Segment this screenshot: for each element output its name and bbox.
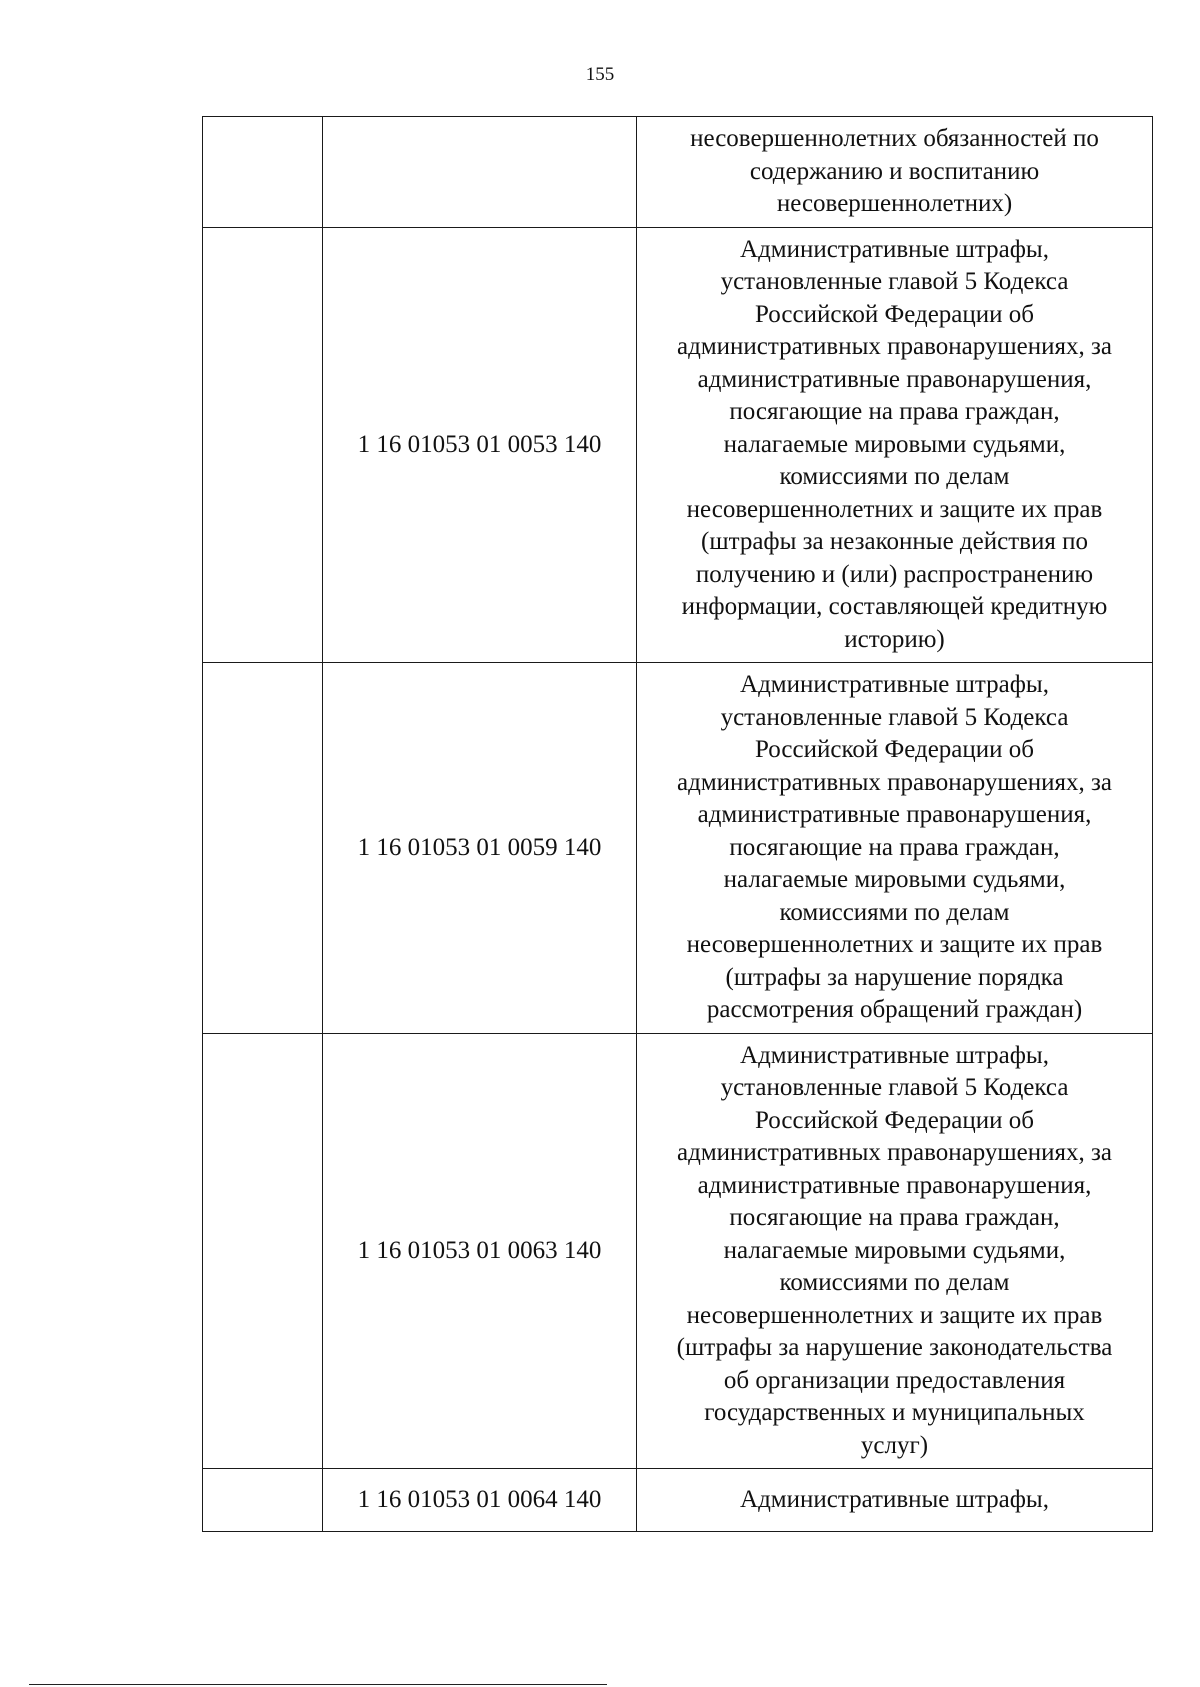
table-row: [203, 1469, 1153, 1532]
description-line: Административные штрафы,: [740, 671, 1049, 698]
footnote-separator: [29, 1684, 607, 1685]
description-cell: [637, 1469, 1153, 1532]
row-number-cell: [203, 117, 323, 228]
description-line: административные правонарушения,: [697, 365, 1092, 393]
description-line: несовершеннолетних и защите их прав: [686, 1301, 1103, 1329]
description-line: установленные главой 5 Кодекса: [720, 1074, 1069, 1101]
description-line: Российской Федерации об: [755, 736, 1034, 763]
description-line: несовершеннолетних обязанностей по: [690, 125, 1099, 152]
description-line: несовершеннолетних): [776, 190, 1013, 217]
description-line: посягающие на права граждан,: [729, 398, 1060, 425]
row-number-cell: [203, 227, 323, 663]
description-line: содержанию и воспитанию: [749, 157, 1040, 185]
description-line: историю): [844, 625, 945, 653]
description-line: Административные штрафы,: [740, 1041, 1049, 1069]
description-line: Российской Федерации об: [755, 300, 1034, 328]
description-line: административные правонарушения,: [697, 801, 1092, 828]
description-line: налагаемые мировыми судьями,: [723, 866, 1066, 893]
table-row: [203, 227, 1153, 663]
description-cell: [637, 117, 1153, 228]
classification-code-cell: 1 16 01053 01 0059 140: [323, 663, 637, 1034]
description-line: Административные штрафы,: [740, 1485, 1049, 1513]
description-line: Административные штрафы,: [740, 235, 1049, 263]
description-line: административные правонарушения,: [697, 1171, 1092, 1199]
budget-classification-table: [202, 116, 1153, 1532]
description-line: административных правонарушениях, за: [677, 1139, 1112, 1166]
description-cell: [637, 227, 1153, 663]
table-row: [203, 1033, 1153, 1469]
row-number-cell: [203, 663, 323, 1034]
description-line: несовершеннолетних и защите их прав: [686, 495, 1103, 523]
description-line: посягающие на права граждан,: [729, 833, 1060, 861]
page-number: 155: [585, 64, 615, 85]
description-line: несовершеннолетних и защите их прав: [686, 931, 1103, 958]
description-line: информации, составляющей кредитную: [681, 593, 1108, 620]
description-line: Российской Федерации об: [755, 1106, 1034, 1134]
description-line: государственных и муниципальных: [704, 1399, 1085, 1426]
description-line: административных правонарушениях, за: [677, 768, 1112, 796]
description-line: установленные главой 5 Кодекса: [720, 703, 1069, 731]
description-cell: [637, 1033, 1153, 1469]
description-line: рассмотрения обращений граждан): [706, 996, 1083, 1023]
classification-code-cell: 1 16 01053 01 0063 140: [323, 1033, 637, 1469]
classification-code-cell: 1 16 01053 01 0064 140: [323, 1469, 637, 1532]
description-line: комиссиями по делам: [779, 1269, 1010, 1296]
classification-code-cell: [323, 117, 637, 228]
row-number-cell: [203, 1469, 323, 1532]
description-cell: [637, 663, 1153, 1034]
description-line: административных правонарушениях, за: [677, 333, 1112, 360]
table-row: [203, 663, 1153, 1034]
description-line: налагаемые мировыми судьями,: [723, 430, 1066, 458]
description-line: получению и (или) распространению: [695, 560, 1094, 588]
description-line: установленные главой 5 Кодекса: [720, 268, 1069, 295]
classification-code-cell: 1 16 01053 01 0053 140: [323, 227, 637, 663]
description-line: об организации предоставления: [723, 1366, 1066, 1394]
description-line: (штрафы за незаконные действия по: [701, 528, 1088, 555]
description-line: услуг): [860, 1431, 929, 1459]
description-line: комиссиями по делам: [779, 463, 1010, 490]
table-row: [203, 117, 1153, 228]
table-body: [203, 117, 1153, 1532]
description-line: налагаемые мировыми судьями,: [723, 1236, 1066, 1264]
description-line: (штрафы за нарушение порядка: [725, 963, 1064, 991]
row-number-cell: [203, 1033, 323, 1469]
description-line: комиссиями по делам: [779, 898, 1010, 926]
description-line: посягающие на права граждан,: [729, 1204, 1060, 1231]
description-line: (штрафы за нарушение законодательства: [676, 1334, 1113, 1361]
